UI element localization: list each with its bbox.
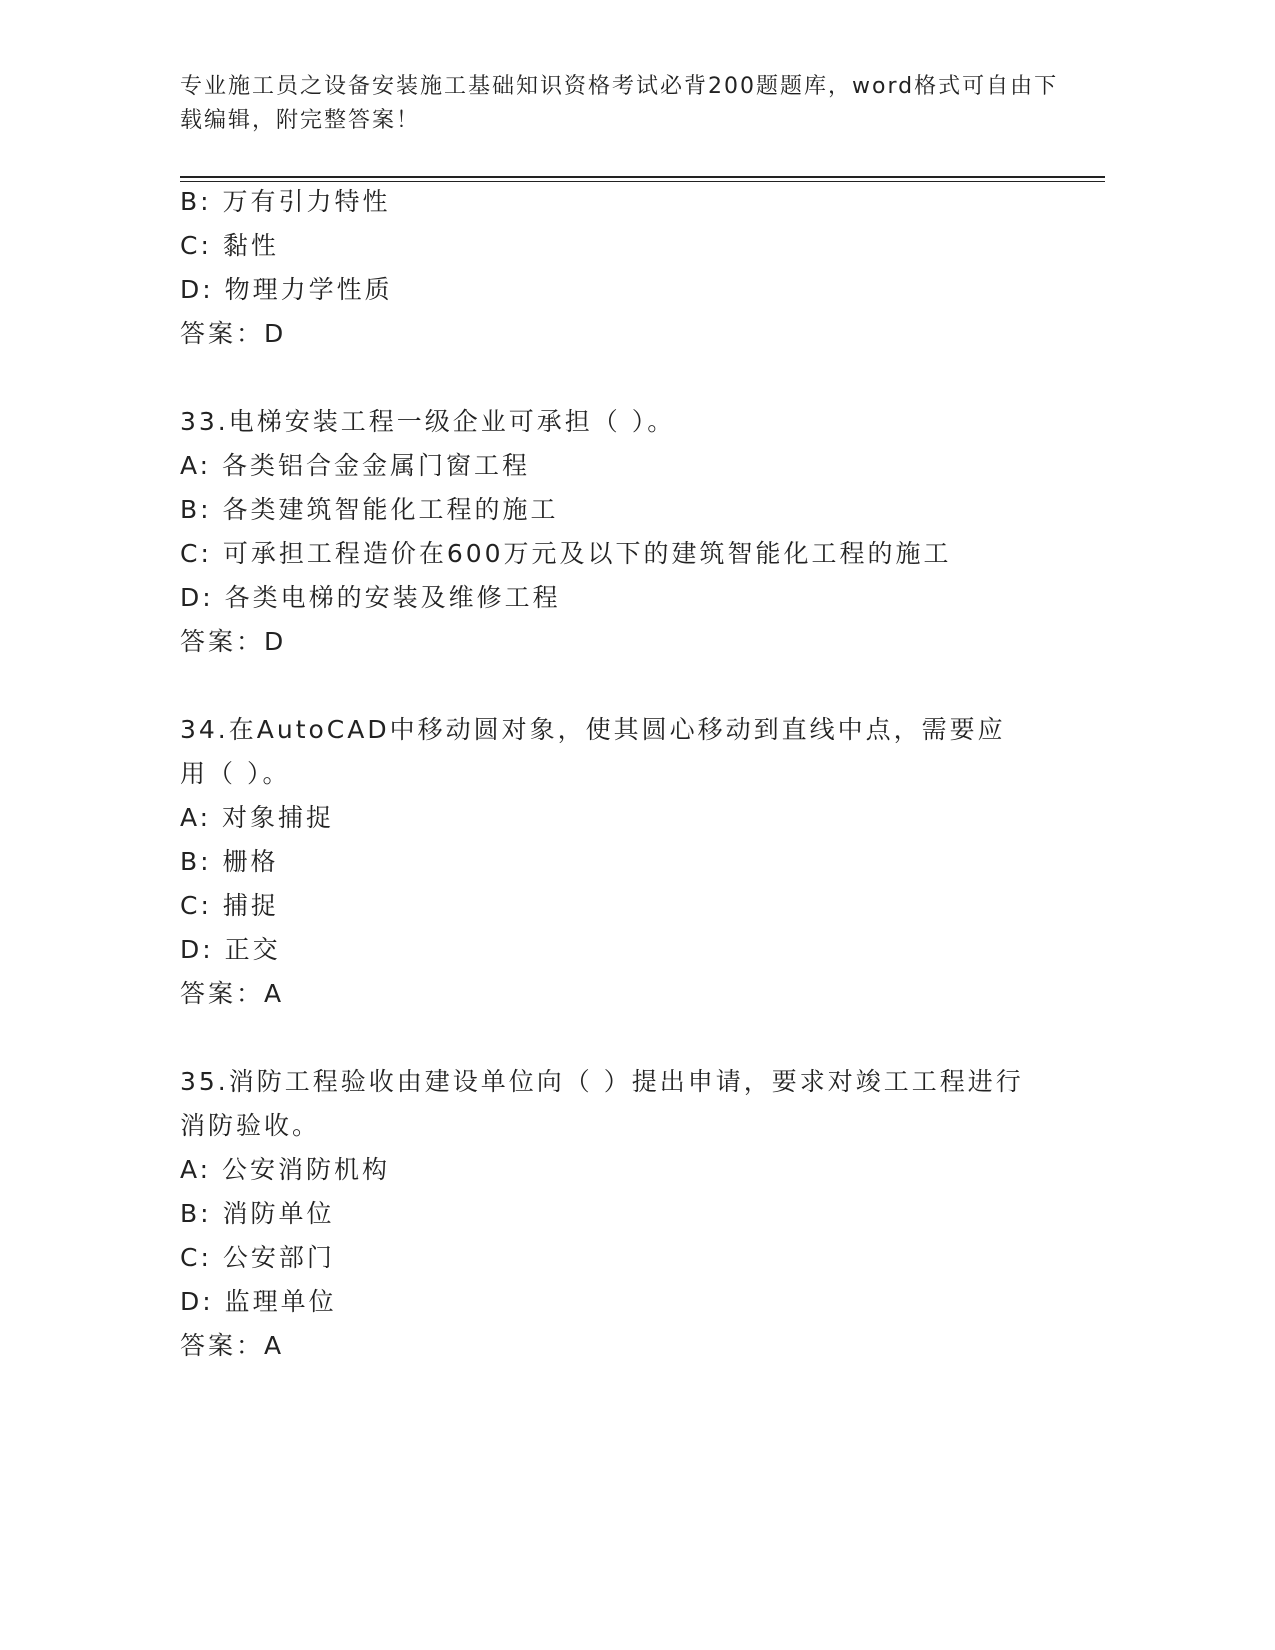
option-d: D: 监理单位 [180, 1287, 337, 1316]
option-a: A: 各类铝合金金属门窗工程 [180, 451, 531, 480]
answer-line: 答案：D [180, 319, 287, 348]
option-a: A: 对象捕捉 [180, 803, 335, 832]
answer-line: 答案：A [180, 1331, 285, 1360]
question-block-33 [180, 400, 1080, 664]
option-d: D: 物理力学性质 [180, 275, 393, 304]
answer-line: 答案：A [180, 979, 285, 1008]
document-body [180, 180, 1080, 1368]
answer-line: 答案：D [180, 627, 287, 656]
question-block-32 [180, 180, 1080, 356]
option-c: C: 黏性 [180, 231, 279, 260]
option-a: A: 公安消防机构 [180, 1155, 391, 1184]
option-b: B: 万有引力特性 [180, 187, 391, 216]
header-divider-thick [180, 176, 1105, 178]
option-d: D: 各类电梯的安装及维修工程 [180, 583, 561, 612]
option-c: C: 公安部门 [180, 1243, 335, 1272]
question-block-34 [180, 708, 1080, 1016]
option-b: B: 栅格 [180, 847, 279, 876]
option-c: C: 捕捉 [180, 891, 279, 920]
document-header: 专业施工员之设备安装施工基础知识资格考试必背200题题库，word格式可自由下载编辑，附完整答案！ [180, 74, 1059, 133]
option-d: D: 正交 [180, 935, 281, 964]
question-stem: 35.消防工程验收由建设单位向（ ）提出申请，要求对竣工工程进行消防验收。 [180, 1067, 1024, 1140]
question-stem: 33.电梯安装工程一级企业可承担（ ）。 [180, 407, 676, 436]
option-b: B: 各类建筑智能化工程的施工 [180, 495, 559, 524]
question-stem: 34.在AutoCAD中移动圆对象，使其圆心移动到直线中点，需要应用（ ）。 [180, 715, 1006, 788]
question-block-35 [180, 1060, 1080, 1368]
option-c: C: 可承担工程造价在600万元及以下的建筑智能化工程的施工 [180, 539, 952, 568]
option-b: B: 消防单位 [180, 1199, 335, 1228]
